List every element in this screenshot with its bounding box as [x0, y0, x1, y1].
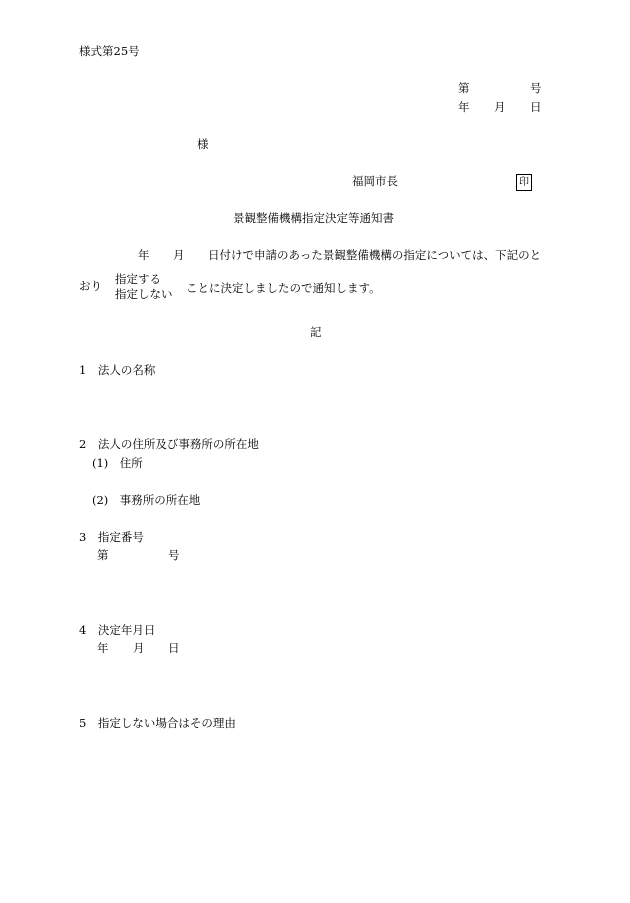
body-toori: おり — [79, 279, 102, 293]
header-number-dai: 第 — [458, 81, 470, 95]
body-month: 月 — [173, 248, 185, 262]
item-3-label: 3 指定番号 — [79, 530, 144, 544]
item-3-go: 号 — [168, 548, 180, 562]
form-number: 様式第25号 — [79, 44, 140, 58]
item-5-label: 5 指定しない場合はその理由 — [79, 716, 236, 730]
body-line-2: ことに決定しましたので通知します。 — [186, 281, 381, 295]
body-line-1: 日付けで申請のあった景観整備機構の指定については、下記のと — [208, 248, 542, 262]
header-date-year: 年 — [458, 100, 470, 114]
header-date-day: 日 — [530, 100, 542, 114]
item-3-dai: 第 — [97, 548, 109, 562]
item-1-label: 1 法人の名称 — [79, 363, 156, 377]
item-2-sub-1: (1) 住所 — [92, 456, 143, 470]
option-designate: 指定する — [115, 272, 161, 286]
item-2-label: 2 法人の住所及び事務所の所在地 — [79, 437, 259, 451]
issuer-title: 福岡市長 — [352, 174, 398, 188]
item-4-year: 年 — [97, 641, 109, 655]
header-number-go: 号 — [530, 81, 542, 95]
body-year: 年 — [138, 248, 150, 262]
item-2-sub-2: (2) 事務所の所在地 — [92, 493, 201, 507]
seal-stamp: 印 — [516, 174, 532, 191]
item-4-label: 4 決定年月日 — [79, 623, 156, 637]
item-4-day: 日 — [168, 641, 180, 655]
option-not-designate: 指定しない — [115, 287, 173, 301]
ki-heading: 記 — [310, 325, 322, 339]
addressee-sama: 様 — [197, 137, 209, 151]
header-date-month: 月 — [494, 100, 506, 114]
item-4-month: 月 — [133, 641, 145, 655]
document-title: 景観整備機構指定決定等通知書 — [233, 211, 394, 225]
